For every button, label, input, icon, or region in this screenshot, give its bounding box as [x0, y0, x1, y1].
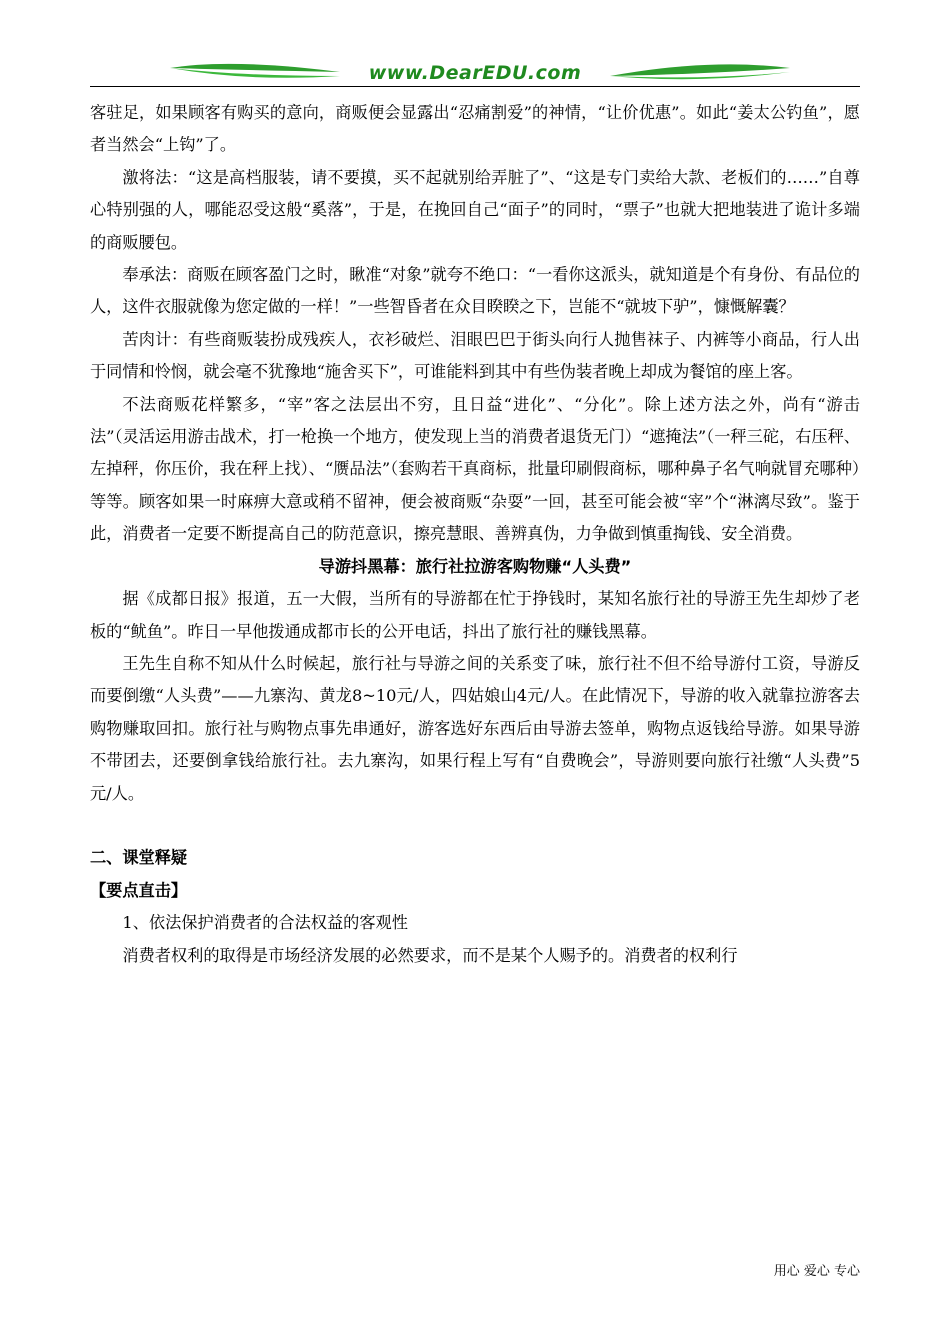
paragraph: 苦肉计：有些商贩装扮成残疾人，衣衫破烂、泪眼巴巴于街头向行人抛售袜子、内裤等小商品，行人出于同情和怜悯，就会毫不犹豫地“施舍买下”，可谁能料到其中有些伪装者晚上却成为餐馆的座上客。	[90, 329, 860, 382]
section-heading: 二、课堂释疑	[90, 848, 188, 868]
paragraph: 据《成都日报》报道，五一大假，当所有的导游都在忙于挣钱时，某知名旅行社的导游王先生却炒了老板的“鱿鱼”。昨日一早他拨通成都市长的公开电话，抖出了旅行社的赚钱黑幕。	[90, 589, 860, 641]
point-heading: 1、依法保护消费者的合法权益的客观性	[122, 913, 408, 933]
document-body	[90, 97, 860, 972]
paragraph: 王先生自称不知从什么时候起，旅行社与导游之间的关系变了味，旅行社不但不给导游付工资，导游反而要倒缴“人头费”——九寨沟、黄龙8~10元/人，四姑娘山4元/人。在此情况下，导游的收入就靠拉游客去购物赚取回扣。旅行社与购物点事先串通好，游客选好东西后由导游去签单，购物点返钱给导游。如果导游不带团去，还要倒拿钱给旅行社。去九寨沟，如果行程上写有“自费晚会”，导游则要向旅行社缴“人头费”5元/人。	[90, 653, 860, 803]
paragraph: 激将法：“这是高档服装，请不要摸，买不起就别给弄脏了”、“这是专门卖给大款、老板们的……”自尊心特别强的人，哪能忍受这般“奚落”，于是，在挽回自己“面子”的同时，“票子”也就大把地装进了诡计多端的商贩腰包。	[90, 167, 860, 252]
subsection-heading: 【要点直击】	[90, 880, 188, 900]
paragraph: 不法商贩花样繁多，“宰”客之法层出不穷，且日益“进化”、“分化”。除上述方法之外，尚有“游击法”（灵活运用游击战术，打一枪换一个地方，使发现上当的消费者退货无门）“遮掩法”（一秤三砣，右压秤、左掉秤，你压价，我在秤上找）、“赝品法”（套购若干真商标，批量印刷假商标，哪种鼻子名气响就冒充哪种）等等。顾客如果一时麻痹大意或稍不留神，便会被商贩“杂耍”一回，甚至可能会被“宰”个“淋漓尽致”。鉴于此，消费者一定要不断提高自己的防范意识，擦亮慧眼、善辨真伪，力争做到慎重掏钱、安全消费。	[90, 394, 860, 544]
page-header	[90, 50, 860, 100]
paragraph: 客驻足，如果顾客有购买的意向，商贩便会显露出“忍痛割爱”的神情，“让价优惠”。如此“姜太公钓鱼”，愿者当然会“上钩”了。	[90, 103, 860, 155]
site-logo-text: www.DearEDU.com	[368, 62, 582, 84]
paragraph: 奉承法：商贩在顾客盈门之时，瞅准“对象”就夸不绝口：“一看你这派头，就知道是个有身份、有品位的人，这件衣服就像为您定做的一样！”一些智昏者在众目睽睽之下，岂能不“就坡下驴”，慷慨解囊？	[90, 265, 860, 317]
article-title: 导游抖黑幕：旅行社拉游客购物赚“人头费”	[318, 556, 632, 576]
header-rule	[90, 86, 860, 87]
page-footer: 用心 爱心 专心	[773, 1264, 860, 1279]
spacer	[90, 810, 860, 842]
paragraph: 消费者权利的取得是市场经济发展的必然要求，而不是某个人赐予的。消费者的权利行	[122, 945, 738, 965]
